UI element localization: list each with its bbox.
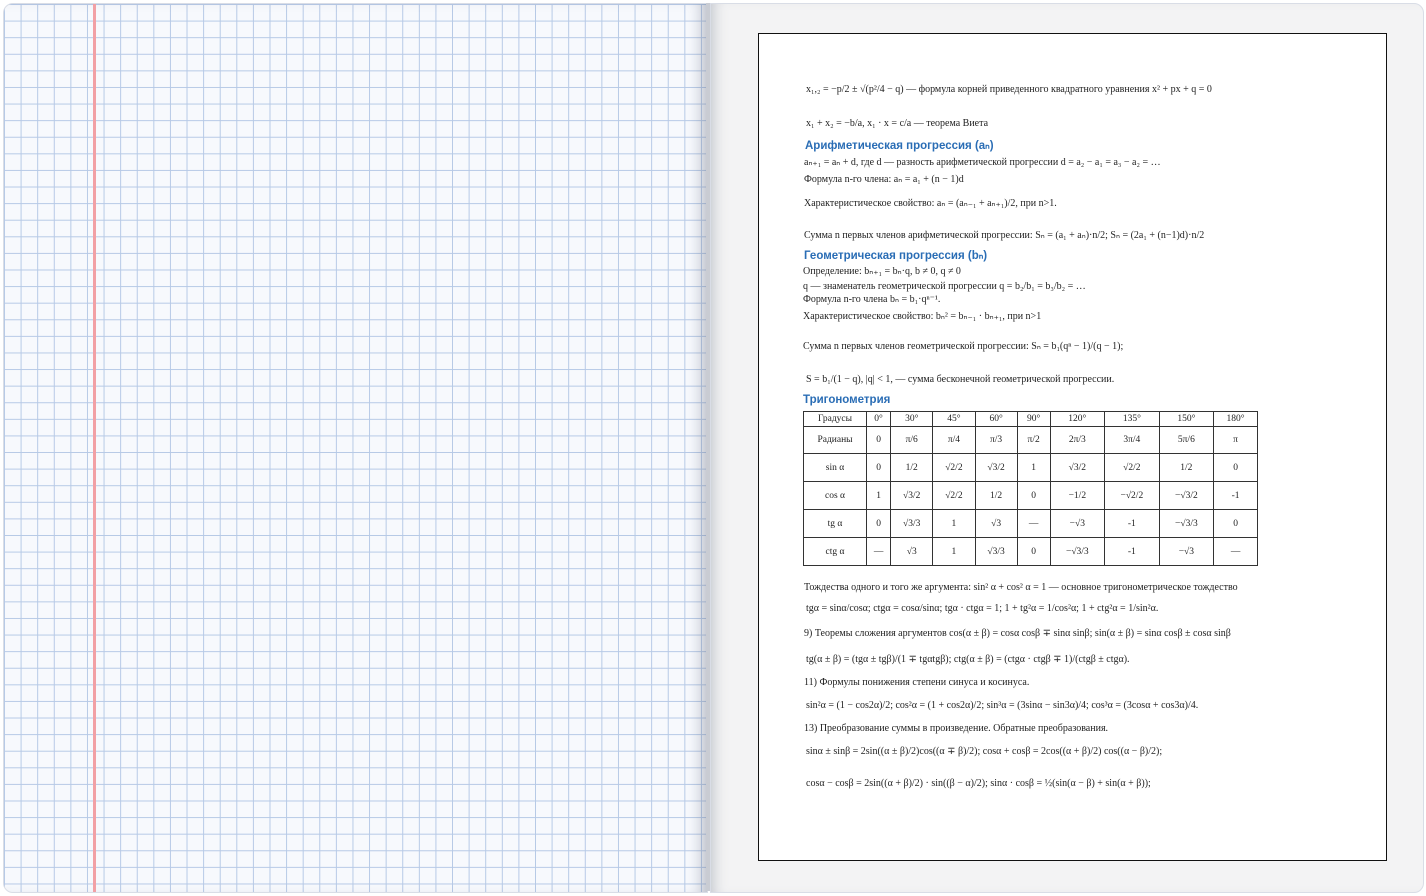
geometric-property: Характеристическое свойство: bₙ² = bₙ₋₁ · bₙ₊₁, при n>1: [803, 311, 1042, 322]
geometric-infinite-sum: S = b₁/(1 − q), |q| < 1, — сумма бесконечной геометрической прогрессии.: [806, 374, 1115, 385]
trig-cell: 60°: [975, 412, 1017, 427]
trig-cell: 1/2: [891, 454, 933, 482]
trig-cell: −√3: [1050, 510, 1105, 538]
trig-cell: 5π/6: [1159, 427, 1214, 454]
trig-cell: 1/2: [1159, 454, 1214, 482]
trig-cell: √3: [975, 510, 1017, 538]
trig-row-header: ctg α: [804, 538, 867, 566]
identity-intro: Тождества одного и того же аргумента: sin² α + cos² α = 1 — основное тригонометрическое тождество: [804, 582, 1238, 593]
lowering-title: 11) Формулы понижения степени синуса и косинуса.: [804, 677, 1030, 688]
trig-cell: π: [1214, 427, 1258, 454]
trig-cell: π/4: [933, 427, 975, 454]
vieta-theorem: x₁ + x₂ = −b/a, x₁ · x = c/a — теорема Виета: [806, 118, 989, 129]
trig-row-header: Радианы: [804, 427, 867, 454]
trig-cell: 0: [867, 510, 891, 538]
trig-cell: 1: [867, 482, 891, 510]
arithmetic-definition: aₙ₊₁ = aₙ + d, где d — разность арифметической прогрессии d = a₂ − a₁ = a₃ − a₂ = …: [804, 157, 1161, 168]
trig-heading: Тригонометрия: [803, 394, 891, 406]
trig-cell: π/6: [891, 427, 933, 454]
trig-cell: 45°: [933, 412, 975, 427]
trig-cell: π/3: [975, 427, 1017, 454]
geometric-nth-term: Формула n-го члена bₙ = b₁·qⁿ⁻¹.: [803, 294, 941, 305]
arithmetic-nth-term: Формула n-го члена: aₙ = a₁ + (n − 1)d: [804, 174, 964, 185]
trig-cell: 1: [933, 510, 975, 538]
trig-table: [803, 411, 1258, 566]
trig-cell: −√3: [1159, 538, 1214, 566]
trig-cell: 90°: [1017, 412, 1050, 427]
trig-row-header: sin α: [804, 454, 867, 482]
geometric-ratio: q — знаменатель геометрической прогрессии q = b₂/b₁ = b₃/b₂ = …: [803, 281, 1086, 292]
identities: tgα = sinα/cosα; ctgα = cosα/sinα; tgα · ctgα = 1; 1 + tg²α = 1/cos²α; 1 + ctg²α = 1/sin²α.: [806, 603, 1159, 614]
trig-cell: π/2: [1017, 427, 1050, 454]
trig-table-body: [804, 412, 1258, 566]
trig-cell: —: [1214, 538, 1258, 566]
trig-cell: 0: [867, 427, 891, 454]
trig-cell: 0: [1017, 538, 1050, 566]
trig-cell: √3: [891, 538, 933, 566]
trig-cell: −√2/2: [1105, 482, 1160, 510]
trig-cell: 180°: [1214, 412, 1258, 427]
trig-cell: 135°: [1105, 412, 1160, 427]
trig-cell: -1: [1214, 482, 1258, 510]
trig-cell: -1: [1105, 510, 1160, 538]
trig-row: [804, 427, 1258, 454]
arithmetic-sum: Сумма n первых членов арифметической прогрессии: Sₙ = (a₁ + aₙ)·n/2; Sₙ = (2a₁ + (n−1)d)·n/2: [804, 230, 1205, 241]
trig-row-header: cos α: [804, 482, 867, 510]
trig-cell: 3π/4: [1105, 427, 1160, 454]
trig-cell: 0: [1214, 510, 1258, 538]
geometric-sum: Сумма n первых членов геометрической прогрессии: Sₙ = b₁(qⁿ − 1)/(q − 1);: [803, 341, 1124, 352]
graph-paper-page: [3, 3, 708, 893]
lowering-formulas: sin²α = (1 − cos2α)/2; cos²α = (1 + cos2α)/2; sin³α = (3sinα − sin3α)/4; cos³α = (3cosα + cos3α)/4.: [806, 700, 1199, 711]
trig-cell: −√3/2: [1159, 482, 1214, 510]
trig-row: [804, 454, 1258, 482]
trig-cell: 30°: [891, 412, 933, 427]
trig-cell: √2/2: [933, 454, 975, 482]
trig-cell: 1: [933, 538, 975, 566]
geometric-definition: Определение: bₙ₊₁ = bₙ·q, b ≠ 0, q ≠ 0: [803, 266, 961, 277]
trig-cell: 2π/3: [1050, 427, 1105, 454]
arithmetic-property: Характеристическое свойство: aₙ = (aₙ₋₁ + aₙ₊₁)/2, при n>1.: [804, 198, 1057, 209]
trig-cell: 1: [1017, 454, 1050, 482]
trig-cell: 0: [867, 454, 891, 482]
sum-product-title: 13) Преобразование суммы в произведение. Обратные преобразования.: [804, 723, 1109, 734]
trig-cell: 1/2: [975, 482, 1017, 510]
trig-cell: 0: [1017, 482, 1050, 510]
trig-row-header: tg α: [804, 510, 867, 538]
trig-cell: —: [1017, 510, 1050, 538]
trig-cell: √3/3: [891, 510, 933, 538]
trig-cell: √3/2: [975, 454, 1017, 482]
trig-cell: 150°: [1159, 412, 1214, 427]
addition-title: 9) Теоремы сложения аргументов cos(α ± β) = cosα cosβ ∓ sinα sinβ; sin(α ± β) = sinα cosβ ± cosα sinβ: [804, 628, 1231, 639]
trig-cell: −√3/3: [1050, 538, 1105, 566]
margin-line: [93, 4, 96, 892]
geometric-heading: Геометрическая прогрессия (bₙ): [804, 250, 988, 262]
trig-cell: √3/2: [1050, 454, 1105, 482]
sum-product-2: cosα − cosβ = 2sin((α + β)/2) · sin((β − α)/2); sinα · cosβ = ½(sin(α − β) + sin(α + β));: [806, 778, 1151, 789]
trig-cell: −√3/3: [1159, 510, 1214, 538]
trig-cell: √3/2: [891, 482, 933, 510]
trig-row-header: Градусы: [804, 412, 867, 427]
sum-product-1: sinα ± sinβ = 2sin((α ± β)/2)cos((α ∓ β)/2); cosα + cosβ = 2cos((α + β)/2) cos((α − β)/2);: [806, 746, 1163, 757]
trig-cell: −1/2: [1050, 482, 1105, 510]
trig-cell: √2/2: [1105, 454, 1160, 482]
trig-cell: 0: [1214, 454, 1258, 482]
quadratic-formula: x₁,₂ = −p/2 ± √(p²/4 − q) — формула корней приведенного квадратного уравнения x² + px + q = 0: [806, 84, 1212, 95]
trig-cell: —: [867, 538, 891, 566]
trig-cell: 120°: [1050, 412, 1105, 427]
addition-tg: tg(α ± β) = (tgα ± tgβ)/(1 ∓ tgαtgβ); ctg(α ± β) = (ctgα · ctgβ ∓ 1)/(ctgβ ± ctgα).: [806, 654, 1130, 665]
arithmetic-heading: Арифметическая прогрессия (aₙ): [805, 140, 994, 152]
trig-row: [804, 538, 1258, 566]
trig-cell: √3/3: [975, 538, 1017, 566]
trig-cell: √2/2: [933, 482, 975, 510]
trig-cell: -1: [1105, 538, 1160, 566]
trig-row: [804, 510, 1258, 538]
trig-row: [804, 482, 1258, 510]
trig-cell: 0°: [867, 412, 891, 427]
trig-row: [804, 412, 1258, 427]
